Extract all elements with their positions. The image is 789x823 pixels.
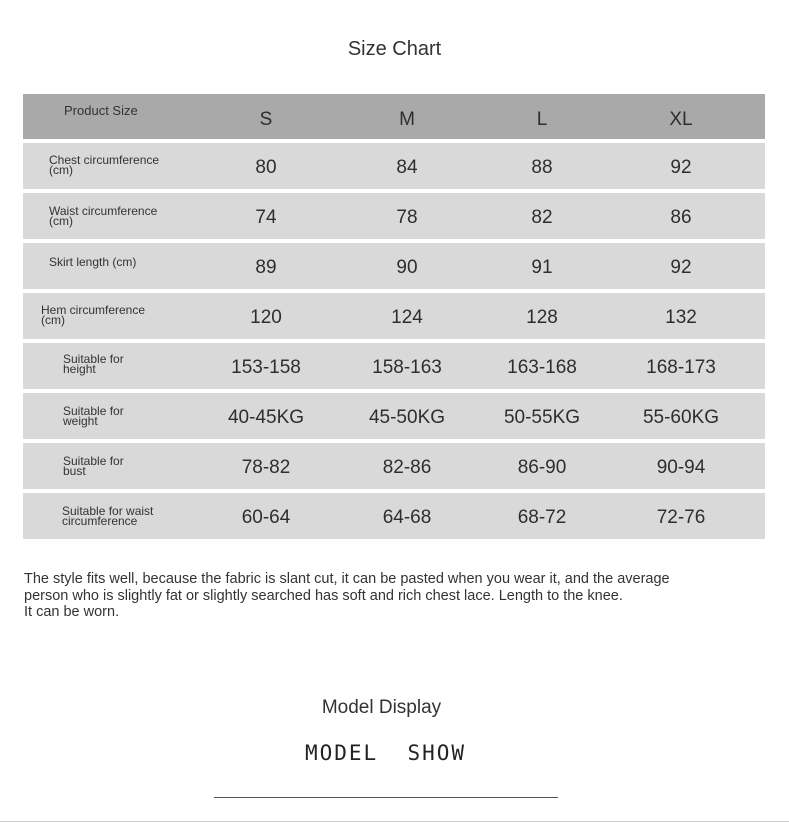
row-label-line2: bust: [63, 464, 86, 478]
table-cell: 92: [670, 257, 692, 278]
size-header-xl: XL: [669, 109, 693, 130]
table-cell: 78-82: [241, 457, 291, 478]
description-line: It can be worn.: [24, 604, 120, 620]
table-row: [23, 243, 765, 289]
table-cell: 88: [531, 157, 553, 178]
divider: [214, 797, 558, 798]
bottom-divider: [0, 821, 789, 822]
description-line: person who is slightly fat or slightly searched has soft and rich chest lace. Length to the knee.: [24, 587, 623, 604]
table-cell: 82: [531, 207, 553, 228]
row-label-line1: Suitable for: [63, 454, 124, 468]
row-label-line2: (cm): [49, 163, 73, 177]
table-row: [23, 393, 765, 439]
table-row: [23, 343, 765, 389]
table-cell: 64-68: [382, 507, 432, 528]
table-cell: 68-72: [517, 507, 567, 528]
table-cell: 158-163: [372, 357, 442, 378]
table-cell: 90: [396, 257, 418, 278]
model-display-title: Model Display: [321, 697, 442, 718]
table-cell: 92: [670, 157, 692, 178]
table-row: [23, 143, 765, 189]
table-row: [23, 193, 765, 239]
table-cell: 80: [255, 157, 277, 178]
row-label: Skirt length (cm): [49, 255, 137, 269]
description-line: The style fits well, because the fabric is slant cut, it can be pasted when you wear it, and the average: [24, 571, 670, 587]
table-cell: 128: [526, 307, 558, 328]
table-cell: 45-50KG: [368, 407, 446, 428]
table-cell: 86: [670, 207, 692, 228]
size-chart-table: [23, 94, 765, 543]
table-cell: 120: [250, 307, 282, 328]
table-cell: 168-173: [646, 357, 716, 378]
row-label-line1: Waist circumference: [49, 204, 158, 218]
table-cell: 89: [255, 257, 277, 278]
row-label-line1: Chest circumference: [49, 153, 160, 167]
row-label-line1: Suitable for waist: [62, 504, 154, 518]
table-cell: 124: [391, 307, 423, 328]
table-cell: 132: [665, 307, 697, 328]
row-label-line2: circumference: [62, 514, 138, 528]
row-label-line2: weight: [63, 414, 98, 428]
table-row: [23, 493, 765, 539]
row-label: [49, 206, 157, 226]
row-label-line2: (cm): [41, 313, 65, 327]
size-header-m: M: [399, 109, 415, 130]
fit-description: [24, 571, 764, 621]
row-label-line1: Hem circumference: [41, 303, 146, 317]
table-cell: 82-86: [382, 457, 432, 478]
table-cell: 60-64: [241, 507, 291, 528]
row-label: [63, 456, 124, 476]
model-show-heading: MODEL SHOW: [304, 741, 467, 765]
table-header-row: [23, 94, 765, 139]
row-label: [49, 155, 159, 175]
row-label: [63, 354, 124, 374]
table-cell: 40-45KG: [227, 407, 305, 428]
table-cell: 74: [255, 207, 277, 228]
table-row: [23, 293, 765, 339]
row-label-line2: (cm): [49, 214, 73, 228]
row-label: [41, 305, 145, 325]
table-cell: 55-60KG: [642, 407, 720, 428]
table-cell: 86-90: [517, 457, 567, 478]
page-title: Size Chart: [347, 38, 442, 60]
table-cell: 153-158: [231, 357, 301, 378]
row-label-line1: Suitable for: [63, 404, 124, 418]
header-label: Product Size: [64, 103, 138, 118]
size-header-s: S: [259, 109, 273, 130]
table-cell: 84: [396, 157, 418, 178]
table-cell: 90-94: [656, 457, 706, 478]
row-label: [62, 506, 153, 526]
table-cell: 72-76: [656, 507, 706, 528]
table-row: [23, 443, 765, 489]
table-cell: 91: [531, 257, 553, 278]
row-label-line1: Suitable for: [63, 352, 124, 366]
table-cell: 78: [396, 207, 418, 228]
size-header-l: L: [536, 109, 548, 130]
table-cell: 163-168: [507, 357, 577, 378]
row-label-line2: height: [63, 362, 96, 376]
row-label: [63, 406, 124, 426]
table-cell: 50-55KG: [503, 407, 581, 428]
